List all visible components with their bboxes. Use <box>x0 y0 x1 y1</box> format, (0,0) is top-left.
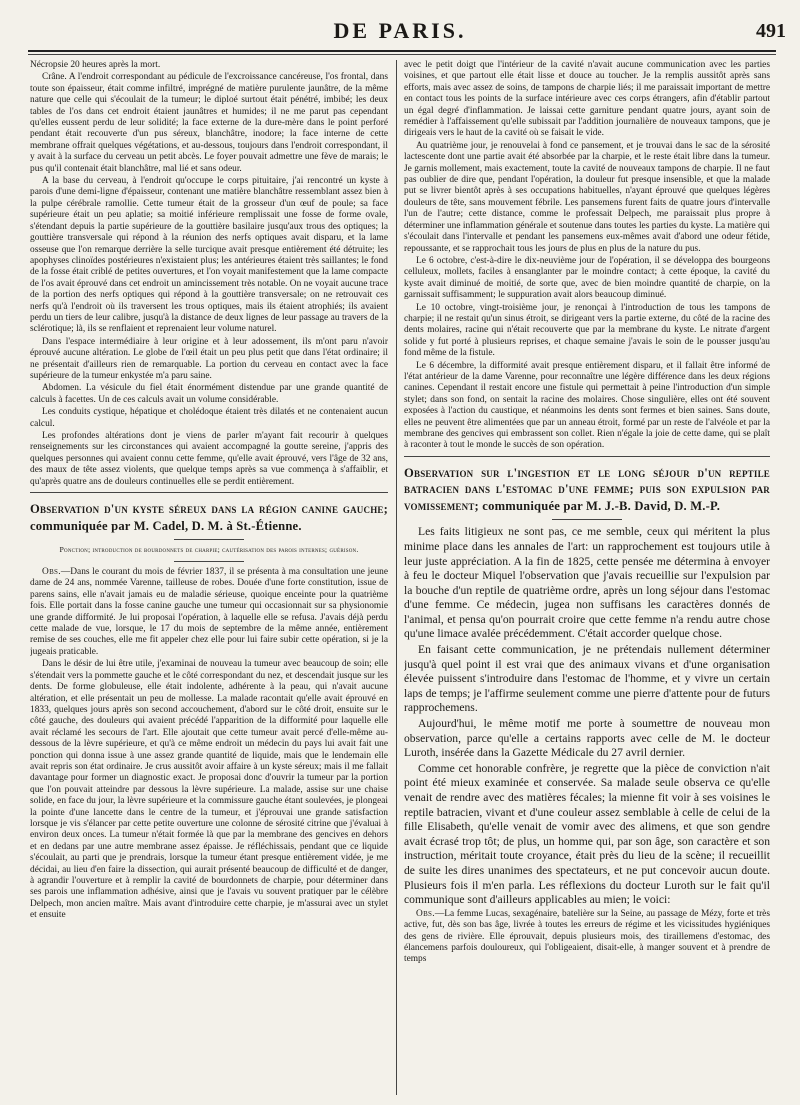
paragraph: Le 6 octobre, c'est-à-dire le dix-neuvième jour de l'opération, il se développa des bourgeons celluleux, mollets, faciles à ensanglanter par le moindre contact; à cette époque, la cavité du kyste avait diminué de moitié, de sorte que, avec de bien moindre quantité de charpie, on la garnissait suffisamment; le suppuration avait alors beaucoup diminué. <box>404 255 770 301</box>
paragraph: Au quatrième jour, je renouvelai à fond ce pansement, et je trouvai dans le sac de la sérosité lactescente dont une partie avait été absorbée par la charpie, et le reste était libre dans la tumeur. Je garnis mollement, mais exactement, toute la cavité de nouveaux tampons de charpie. Il ne faut pas oublier de dire que, pendant l'opération, la douleur fut presque insensible, et que la malade put se livrer bientôt après à ses occupations habituelles, n'ayant éprouvé que quelques légères douleurs de tête, sans mouvement fébrile. Les pansemens furent faits de quatre jours d'intervalle l'un de l'autre; cette distance, comme le professait Delpech, me paraissait plus propre à déterminer une inflammation générale et soutenue dans toutes les parties du kyste. La matière qui s'écoulait dans l'intervalle et pendant les pansemens eux-mêmes avait d'abord une odeur fétide, repoussante, et se rapprochait tous les jours de plus en plus de la nature du pus. <box>404 140 770 254</box>
section-rule <box>30 492 388 493</box>
reptile-observation <box>404 909 770 966</box>
paragraph: En faisant cette communication, je ne prétendais nullement déterminer jusqu'à quel point il est vrai que des animaux vivans et d'une organisation élevée puissent s'introduire dans l'estomac de l'homme, et y vivre un certain laps de temps; je l'affirme seulement comme une pierre d'attente pour de futurs rapprochemens. <box>404 643 770 715</box>
paragraph: avec le petit doigt que l'intérieur de la cavité n'avait aucune communication avec les parties voisines, et que partout elle était lisse et douce au toucher. Je la remplis aussitôt après sans efforts, mais avec assez de soins, de tampons de charpie liés; il me paraissait important de mettre en contact tous les points de la surface intérieure avec ces corps étrangers, afin d'établir partout un égal degré d'inflammation. Je laissai cette garniture pendant quatre jours, ayant soin de remédier à l'affaissement qu'elle subissait par l'addition journalière de nouveaux tampons, que je dirigeais vers le haut de la cavité où se faisait le vide. <box>404 60 770 139</box>
page-number: 491 <box>756 20 786 42</box>
obs-lead: Obs. <box>42 567 61 578</box>
observation-title-reptile <box>404 465 770 515</box>
paragraph: Comme cet honorable confrère, je regrette que la pièce de conviction n'ait point été mieux examinée et conservée. Sa malade seule observa ce qu'elle venait de rendre avec des matières fécales; la mienne fit voir à ses voisines le reptile batracien, vivant et d'une couleur assez semblable à celle de celui de la fille Elisabeth, qu'elle venait de vomir avec des alimens, et que son gendre avait écrasé trop tôt; de plus, un homme qui, par son âge, son caractère et son instruction, méritait toute croyance, était près du lieu de la scène; il recueillit de suite les dires unanimes des spectateurs, et ne put concevoir aucun doute. Plusieurs fois il m'en parla. Les réflexions du docteur Luroth sur le fait qu'il communique sont d'ailleurs applicables au mien; le voici: <box>404 761 770 907</box>
paragraph: Les profondes altérations dont je viens de parler m'ayant fait recourir à quelques renseignements sur les circonstances qui avaient accompagné la goutte sereine, j'appris des quelques personnes qui avaient connu cette femme, qu'elle avait éprouvé, vers l'âge de 32 ans, des maux de tête assez violents, que quelque temps après sa vue commença à s'affaiblir, et qu'après quatre ans de douleurs continuelles elle se perdit entièrement. <box>30 431 388 487</box>
paragraph: Dans l'espace intermédiaire à leur origine et à leur adossement, ils m'ont paru n'avoir éprouvé aucune altération. Le globe de l'œil était un peu plus petit que dans l'état ordinaire; il ne présentait d'ailleurs rien de remarquable. La portion du cerveau en contact avec la face supérieure de la tumeur enkystée m'a paru saine. <box>30 336 388 381</box>
reptile-body <box>404 525 770 907</box>
running-title: DE PARIS. <box>333 18 467 43</box>
observation-title-author: communiquée par M. Cadel, D. M. à St.-Étienne. <box>30 518 302 533</box>
paragraph <box>30 567 388 658</box>
observation-title-author: communiquée par M. J.-B. David, D. M.-P. <box>478 498 721 513</box>
paragraph-text: —Dans le courant du mois de février 1837, il se présenta à ma consultation une jeune dame de 24 ans, nommée Varenne, tailleuse de robes. Douée d'une forte constitution, issue de parens sains, elle n'avait jamais eu de maladie sérieuse, quoique enceinte pour la quatrième fois. Elle portait dans la fosse canine gauche une tumeur qui occasionnait sur sa physionomie une grande difformité. Je lui proposai l'opération, à laquelle elle se refusa. J'avais déjà perdu cette malade de vue, lorsque, le 17 du mois de septembre de la même année, entièrement remise de ses couches, elle me fit appeler chez elle pour lui faire subir cette opération, si je la jugeais praticable. <box>30 567 388 657</box>
paragraph: Aujourd'hui, le même motif me porte à soumettre de nouveau mon observation, parce qu'elle a certains rapports avec celle de M. le docteur Luroth, insérée dans la Gazette Médicale du 27 avril dernier. <box>404 717 770 760</box>
necropsy-section <box>30 60 388 488</box>
left-column <box>30 60 388 1100</box>
section-rule <box>404 456 770 457</box>
paragraph: Les faits litigieux ne sont pas, ce me semble, ceux qui méritent la plus minime place dans les annales de l'art: un rapprochement est toujours utile à leur juste appréciation. A la fin de 1825, cette pensée me détermina à envoyer à feu le docteur Miquel l'observation que j'avais recueillie sur l'expulsion par la bouche d'un reptile de quatrième ordre, après un long séjour dans l'estomac d'une femme. Ce médecin, jugea non suffisans les caractères donnés de l'animal, et pensa qu'on pourrait croire que cette femme n'a rendu autre chose qu'une limace avalée précédemment. C'était accorder quelque chose. <box>404 525 770 641</box>
column-divider <box>396 60 397 1095</box>
paragraph-text: —La femme Lucas, sexagénaire, batelière sur la Seine, au passage de Mézy, forte et très active, fut, dès son bas âge, livrée à toutes les erreurs de régime et les vicissitudes hygiéniques des gens de rivière. Elle éprouvait, depuis plusieurs mois, des tiraillemens d'estomac, des élancemens parfois douloureux, qui l'obligeaient, disait-elle, à manger souvent et à prendre de temps <box>404 908 770 965</box>
paragraph: Le 6 décembre, la difformité avait presque entièrement disparu, et il fallait être informé de l'état antérieur de la dame Varenne, pour reconnaître une légère différence dans les deux régions canines. Cependant il restait encore une fistule qui permettait à peine l'introduction d'un simple stylet; dans son fond, on sentait la racine des molaires. Chose singulière, elles ont été souvent exposées à l'action du caustique, et néanmoins les dents sont fermes et bien saines. Sans doute, elles ne peuvent être alimentées que par un anneau étroit, formé par un reste de l'alvéole et par la membrane des gencives qui embrassent son collet. Rien n'égale la joie de cette dame, qui se plaît à raconter à tout le monde le succès de son opération. <box>404 360 770 451</box>
paragraph: Crâne. A l'endroit correspondant au pédicule de l'excroissance cancéreuse, l'os frontal, dans toute son épaisseur, était comme infiltré, imprégné de matière purulente jaunâtre, de la même nature que celle qui s'écoulait de la tumeur; le diploé surtout était pénétré, imbibé; les deux tables de l'os dans cet endroit étaient jaunâtres et humides; il ne me parut pas cependant qu'elles eussent perdu de leur solidité; la face externe de la dure-mère dans le point perforé pendant était recouverte d'un pus séreux, blanchâtre, inodore; la face interne de cette membrane offrait quelques végétations, et au-dessous, toujours dans l'endroit correspondant, il y avait à la surface du cerveau un petit abcès. Le foyer pouvait admettre une fève de marais; le pus qu'il contenait était blanchâtre, mal lié et sans odeur. <box>30 72 388 174</box>
short-rule <box>174 561 244 562</box>
header-rule-thin <box>28 54 776 55</box>
paragraph: A la base du cerveau, à l'endroit qu'occupe le corps pituitaire, j'ai rencontré un kyste à parois d'une demi-ligne d'épaisseur, contenant une matière blanchâtre ressemblant assez bien à la pulpe cérébrale ramollie. Cette tumeur était de la grosseur d'un œuf de poule; sa face supérieure était un peu aplatie; sa moitié inférieure remplissait une fosse de forme ovale, s'étendant depuis la partie supérieure de la gouttière basilaire jusqu'aux trous des optiques; la gouttière transversale qui répond à la réunion des nerfs optiques avait disparu, et la lame osseuse que l'on remarque derrière la selle turcique avait presque entièrement été détruite; les apophyses clinoïdes postérieures n'existaient plus; les antérieures étaient très saillantes; le fond de la fosse était criblé de petites ouvertures, et l'on voyait manifestement que la lame compacte de l'os avait éprouvé dans cet endroit un amincissement très notable. On ne voyait aucune trace de la portion des nerfs optiques qui répond à la gouttière transversale; on ne retrouvait ces nerfs qu'à l'endroit où ils traversent les trous optiques, mais ils étaient atrophiés; ils avaient perdu un tiers de leur calibre, jusqu'à la distance de deux lignes de leur passage au travers de la sclérotique; là, ils se renflaient et reprenaient leur volume naturel. <box>30 176 388 335</box>
paragraph: Le 10 octobre, vingt-troisième jour, je renonçai à l'introduction de tous les tampons de charpie; il ne restait qu'un sinus étroit, se dirigeant vers la partie externe, du côté de la racine des dents molaires, racine qui n'était recouverte que par la membrane du kyste. Le nitrate d'argent solide y fut porté à plusieurs reprises, et chaque semaine j'avais le soin de le pousser jusqu'au fond même de la fistule. <box>404 302 770 359</box>
header-rule <box>28 50 776 52</box>
short-rule <box>174 539 244 540</box>
paragraph: Dans le désir de lui être utile, j'examinai de nouveau la tumeur avec beaucoup de soin; elle s'étendait vers la pommette gauche et le côté correspondant du nez, et descendait jusque sur les dents. De forme globuleuse, elle était indolente, adhérente à la peau, qui n'avait aucune altération, et elle présentait un peu de mollesse. La malade racontait qu'elle avait éprouvé en 1833, quelques jours après son second accouchement, d'abord sur le côté droit, ensuite sur le côté gauche, des douleurs qui avaient précédé l'apparition de la difformité pour laquelle elle avait réclamé les secours de l'art. Elle ajoutait que cette tumeur avait percé d'elle-même au-dessous de la lèvre supérieure, et qu'à ce même endroit un médecin du pays lui avait fait une ponction qui donna issue à une assez grande quantité de liquide, mais que le lendemain elle avait repris son état ordinaire. Je crus aussitôt avoir affaire à un kyste séreux; mais il me fallait davantage pour former un diagnostic exact. Je proposai donc d'ouvrir la tumeur par la portion que l'on pouvait atteindre par dessous la lèvre supérieure. La malade, assise sur une chaise solide, en face du jour, la lèvre supérieure et la commissure gauche étant soulevées, je plongeai la pointe d'une lancette dans le centre de la tumeur, et j'éprouvai une grande satisfaction lorsque je vis s'élancer par cette petite ouverture une colonne de sérosité citrine que j'évaluai à environ deux onces. La tumeur n'était formée là que par la membrane des gencives en dehors et en dedans par une autre membrane assez épaisse. Je réfléchissais, pendant que ce liquide s'écoulait, au parti que je prendrais, lorsque la tumeur étant presque entièrement vidée, je me décidai, au lieu d'en faire la dissection, qui aurait présenté beaucoup de difficulté et de danger, à agrandir l'ouverture et à remplir la cavité de bourdonnets de charpie, pour déterminer dans ses parois une inflammation adhésive, ainsi que je l'avais vu souvent pratiquer par le célèbre Delpech, mon ancien maître. Mais avant d'introduire cette charpie, je m'assurai avec un stylet et ensuite <box>30 659 388 921</box>
obs-lead: Obs. <box>416 908 435 919</box>
observation-body <box>30 567 388 922</box>
observation-title-main: Observation d'un kyste séreux dans la région canine gauche; <box>30 502 388 517</box>
kyste-continuation <box>404 60 770 452</box>
paragraph: Les conduits cystique, hépatique et cholédoque étaient très dilatés et ne contenaient aucun calcul. <box>30 407 388 429</box>
short-rule <box>552 519 622 520</box>
paragraph <box>404 909 770 966</box>
observation-subtitle: Ponction; introduction de bourdonnets de charpie; cautérisation des parois internes; guérison. <box>59 545 359 555</box>
page-header <box>0 18 800 46</box>
paragraph: Nécropsie 20 heures après la mort. <box>30 60 161 70</box>
right-column <box>404 60 770 1100</box>
observation-title-kyste <box>30 501 388 534</box>
observation-title-main: Observation sur l'ingestion et le long séjour d'un reptile batracien dans l'estomac d'une femme; puis son expulsion par vomissement; <box>404 465 770 513</box>
paragraph: Abdomen. La vésicule du fiel était énormément distendue par une grande quantité de calculs à facettes. Un de ces calculs avait un volume considérable. <box>30 383 388 405</box>
